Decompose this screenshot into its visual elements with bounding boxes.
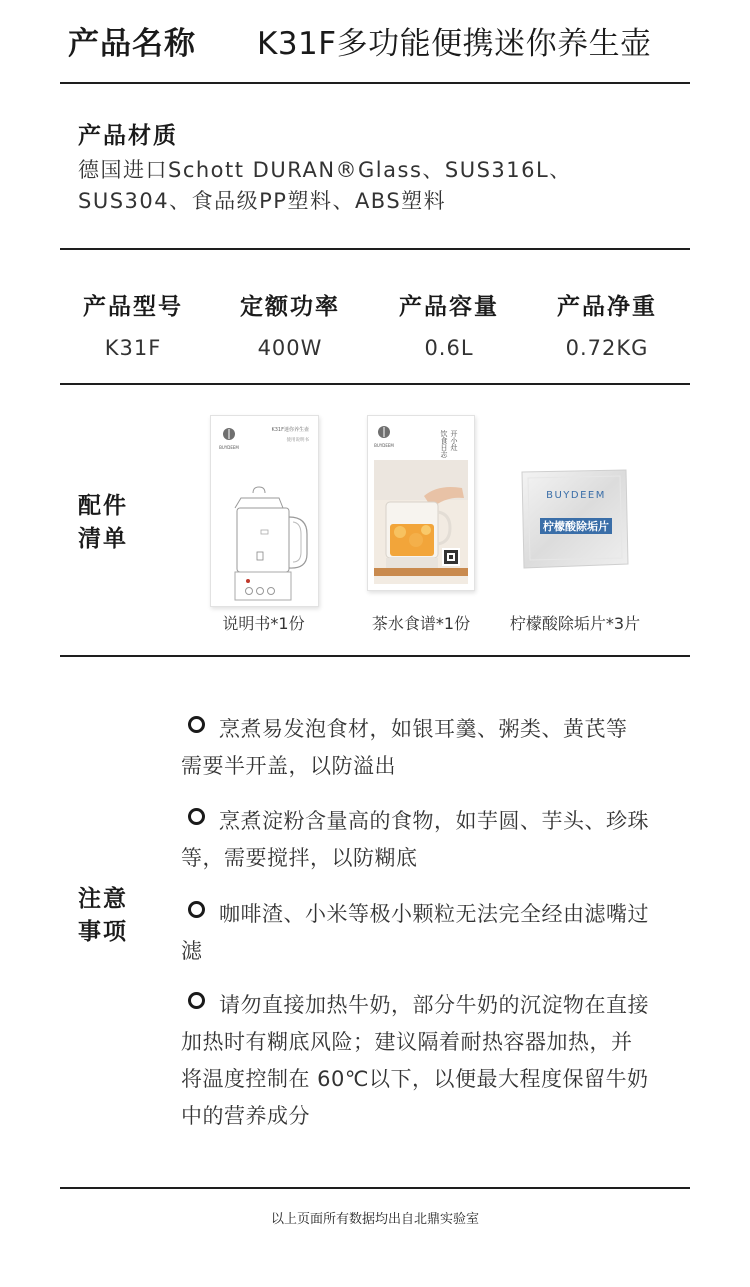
divider — [60, 1187, 690, 1189]
spec-weight-value: 0.72KG — [565, 336, 649, 360]
manual-brand-text: BUYDEEM — [219, 445, 239, 450]
note-item — [181, 711, 681, 785]
recipe-brand-text: BUYDEEM — [374, 443, 394, 448]
bullet-circle-icon — [188, 992, 205, 1009]
notes-label — [78, 883, 138, 949]
notes-label-line-1: 注意 — [78, 886, 128, 912]
recipe-image — [367, 415, 475, 591]
note-item — [181, 803, 681, 877]
note-3-line-1: 咖啡渣、小米等极小颗粒无法完全经由滤嘴过 — [219, 902, 649, 926]
accessories-label — [78, 490, 138, 556]
spec-power-label: 定额功率 — [240, 294, 340, 320]
spec-weight-label: 产品净重 — [557, 294, 657, 320]
recipe-vertical-text-1: 开小灶 — [450, 430, 458, 451]
spec-power-value: 400W — [257, 336, 323, 360]
note-4-line-1: 请勿直接加热牛奶，部分牛奶的沉淀物在直接 — [219, 993, 649, 1017]
descaler-pack-text: 柠檬酸除垢片 — [543, 520, 609, 533]
spec-capacity — [379, 288, 519, 360]
recipe-caption: 茶水食谱*1份 — [371, 614, 471, 633]
spec-model-label: 产品型号 — [83, 294, 183, 320]
note-2-line-2: 等，需要搅拌，以防糊底 — [181, 846, 418, 870]
material-line-2: SUS304、食品级PP塑料、ABS塑料 — [78, 189, 447, 213]
recipe-illustration — [368, 416, 474, 590]
material-label: 产品材质 — [78, 123, 178, 149]
bullet-circle-icon — [188, 808, 205, 825]
manual-subtitle-text: 使用说明书 — [286, 438, 309, 443]
spec-model — [63, 288, 203, 360]
spec-power — [220, 288, 360, 360]
note-4-line-2: 加热时有糊底风险；建议隔着耐热容器加热，并 — [181, 1030, 633, 1054]
note-item — [181, 896, 681, 970]
product-name-value: K31F多功能便携迷你养生壶 — [257, 26, 652, 62]
recipe-vertical-text-2: 饮食日志 — [440, 430, 448, 458]
note-1-line-1: 烹煮易发泡食材，如银耳羹、粥类、黄芪等 — [219, 717, 628, 741]
bullet-circle-icon — [188, 716, 205, 733]
manual-caption: 说明书*1份 — [222, 614, 305, 633]
note-4-line-4: 中的营养成分 — [181, 1104, 310, 1128]
manual-illustration — [211, 416, 318, 606]
manual-title-text: K31F迷你养生壶 — [271, 427, 309, 433]
descaler-image — [518, 468, 630, 570]
spec-model-value: K31F — [104, 336, 162, 360]
material-text — [78, 155, 678, 217]
divider — [60, 655, 690, 657]
note-4-line-3: 将温度控制在 60℃以下，以便最大程度保留牛奶 — [181, 1067, 649, 1091]
divider — [60, 82, 690, 84]
accessories-label-line-2: 清单 — [78, 526, 128, 552]
note-3-line-2: 滤 — [181, 939, 203, 963]
note-item — [181, 987, 681, 1135]
accessories-label-line-1: 配件 — [78, 493, 128, 519]
spec-weight — [537, 288, 677, 360]
bullet-circle-icon — [188, 901, 205, 918]
descaler-caption: 柠檬酸除垢片*3片 — [509, 614, 641, 633]
descaler-illustration — [518, 468, 630, 570]
descaler-brand-text: BUYDEEM — [546, 490, 606, 501]
product-name-label: 产品名称 — [68, 26, 196, 62]
manual-image — [210, 415, 319, 607]
spec-capacity-value: 0.6L — [424, 336, 474, 360]
notes-label-line-2: 事项 — [78, 919, 128, 945]
note-2-line-1: 烹煮淀粉含量高的食物，如芋圆、芋头、珍珠 — [219, 809, 649, 833]
divider — [60, 248, 690, 250]
divider — [60, 383, 690, 385]
spec-capacity-label: 产品容量 — [399, 294, 499, 320]
material-line-1: 德国进口Schott DURAN®Glass、SUS316L、 — [78, 158, 572, 182]
note-1-line-2: 需要半开盖，以防溢出 — [181, 754, 396, 778]
footer-note: 以上页面所有数据均出自北鼎实验室 — [270, 1212, 479, 1227]
